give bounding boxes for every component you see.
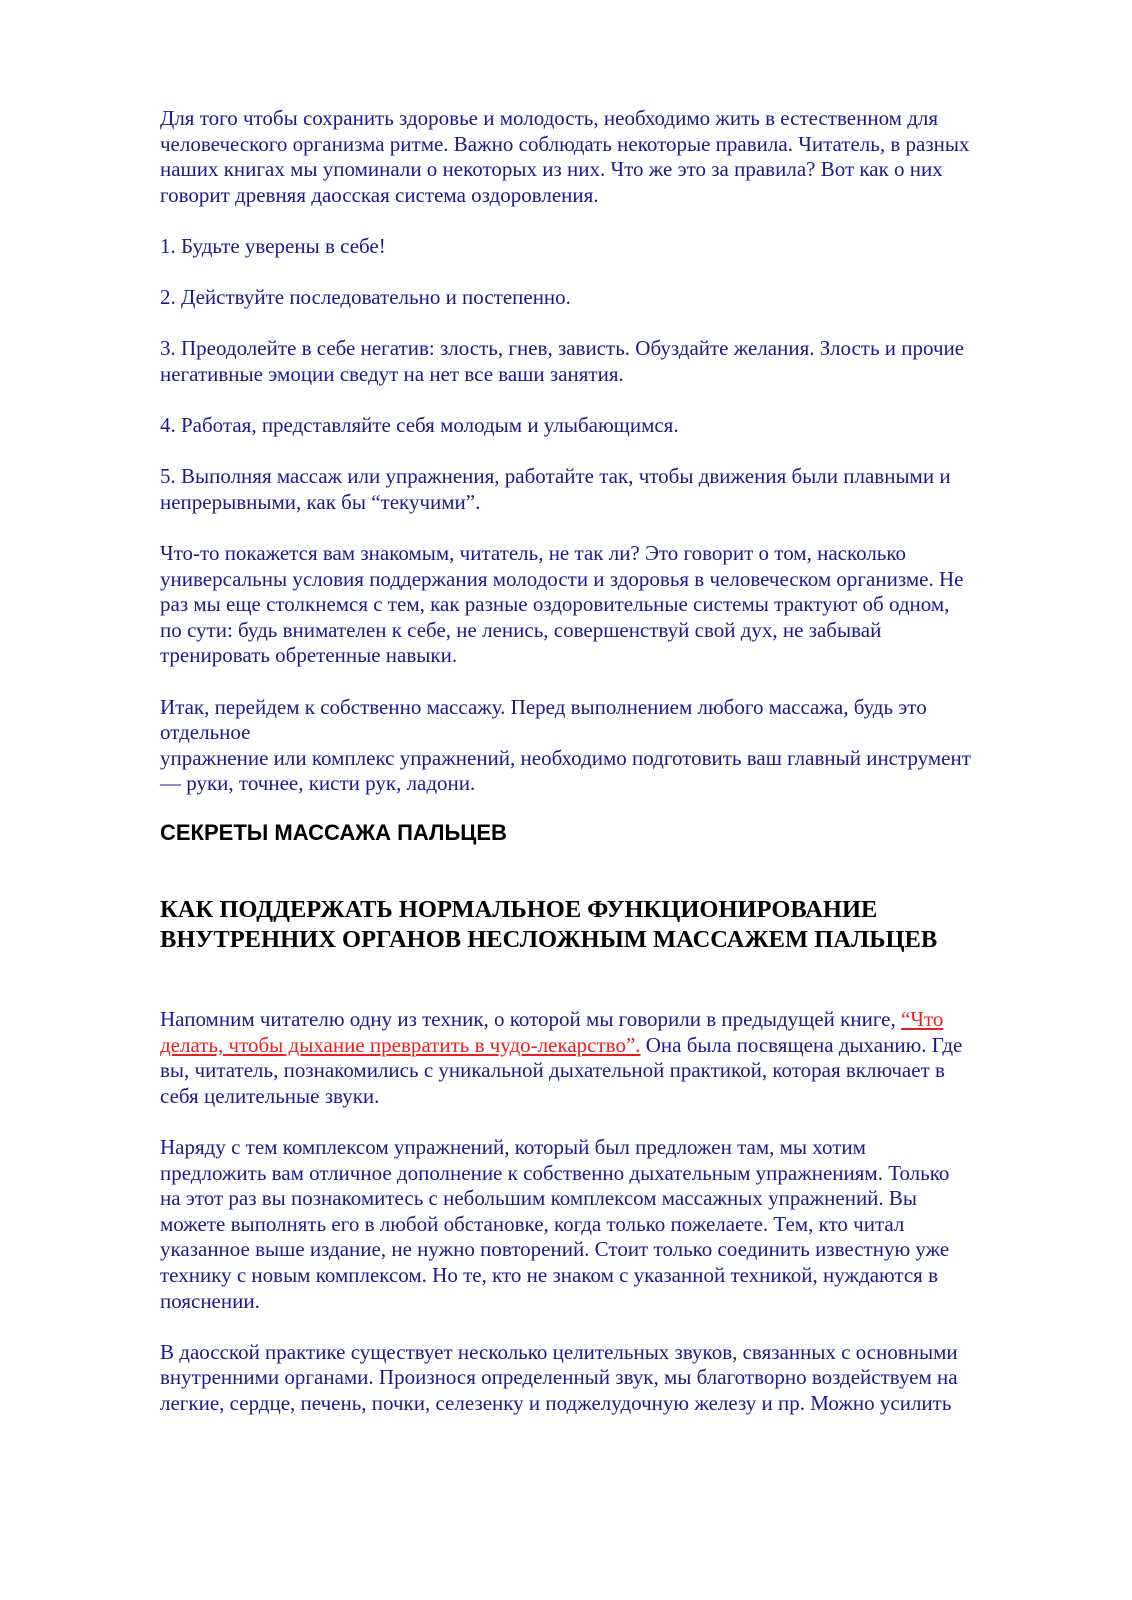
- text-line: 5. Выполняя массаж или упражнения, работайте так, чтобы движения были плавными и: [160, 464, 951, 489]
- text-line: наших книгах мы упоминали о некоторых из них. Что же это за правила? Вот как о них: [160, 157, 943, 182]
- text-line: 2. Действуйте последовательно и постепенно.: [160, 285, 571, 310]
- text-line: отдельное: [160, 720, 251, 745]
- rule-1: [160, 234, 1040, 260]
- text-line: В даосской практике существует несколько целительных звуков, связанных с основными: [160, 1339, 958, 1364]
- heading-line: ВНУТРЕННИХ ОРГАНОВ НЕСЛОЖНЫМ МАССАЖЕМ ПАЛЬЦЕВ: [160, 926, 938, 954]
- rule-5: [160, 464, 1040, 515]
- text-line: внутренними органами. Произнося определенный звук, мы благотворно воздействуем на: [160, 1365, 958, 1390]
- text-line: — руки, точнее, кисти рук, ладони.: [160, 771, 476, 796]
- reminder-paragraph: [160, 1007, 1040, 1109]
- text-line: непрерывными, как бы “текучими”.: [160, 489, 481, 514]
- text-line: тренировать обретенные навыки.: [160, 643, 458, 668]
- document-page: [160, 106, 1040, 1442]
- text-line: пояснении.: [160, 1288, 260, 1313]
- text-line: указанное выше издание, не нужно повторений. Стоит только соединить известную уже: [160, 1237, 950, 1262]
- text-line: вы, читатель, познакомились с уникальной дыхательной практикой, которая включает в: [160, 1058, 945, 1083]
- text-segment: Напомним читателю одну из техник, о которой мы говорили в предыдущей книге,: [160, 1007, 901, 1032]
- text-line: предложить вам отличное дополнение к собственно дыхательным упражнениям. Только: [160, 1160, 950, 1185]
- intro-paragraph: [160, 106, 1040, 208]
- book-link[interactable]: “Что: [901, 1007, 944, 1032]
- sounds-paragraph: [160, 1340, 1040, 1417]
- text-line: раз мы еще столкнемся с тем, как разные оздоровительные системы трактуют об одном,: [160, 592, 950, 617]
- text-line: 1. Будьте уверены в себе!: [160, 233, 386, 258]
- text-line: технику с новым комплексом. Но те, кто не знаком с указанной техникой, нуждаются в: [160, 1262, 939, 1287]
- text-line: говорит древняя даосская система оздоровления.: [160, 182, 599, 207]
- text-line: универсальны условия поддержания молодости и здоровья в человеческом организме. Не: [160, 566, 964, 591]
- text-line: 3. Преодолейте в себе негатив: злость, гнев, зависть. Обуздайте желания. Злость и прочие: [160, 336, 965, 361]
- text-segment: Она была посвящена дыханию. Где: [640, 1032, 963, 1057]
- chapter-heading: [160, 895, 1040, 955]
- text-line: на этот раз вы познакомитесь с небольшим комплексом массажных упражнений. Вы: [160, 1186, 918, 1211]
- text-line: Итак, перейдем к собственно массажу. Перед выполнением любого массажа, будь это: [160, 694, 927, 719]
- text-line: человеческого организма ритме. Важно соблюдать некоторые правила. Читатель, в разных: [160, 131, 970, 156]
- rule-2: [160, 285, 1040, 311]
- commentary-paragraph: [160, 541, 1040, 669]
- section-heading: СЕКРЕТЫ МАССАЖА ПАЛЬЦЕВ: [160, 820, 507, 846]
- text-line: [160, 1007, 1040, 1033]
- text-line: можете выполнять его в любой обстановке, когда только пожелаете. Тем, кто читал: [160, 1211, 905, 1236]
- heading-line: КАК ПОДДЕРЖАТЬ НОРМАЛЬНОЕ ФУНКЦИОНИРОВАНИЕ: [160, 896, 878, 924]
- text-line: легкие, сердце, печень, почки, селезенку и поджелудочную железу и пр. Можно усилить: [160, 1390, 952, 1415]
- rule-3: [160, 336, 1040, 387]
- text-line: [160, 1033, 1040, 1059]
- text-line: Что-то покажется вам знакомым, читатель, не так ли? Это говорит о том, насколько: [160, 541, 907, 566]
- transition-paragraph: [160, 695, 1040, 797]
- text-line: упражнение или комплекс упражнений, необходимо подготовить ваш главный инструмент: [160, 745, 971, 770]
- text-line: негативные эмоции сведут на нет все ваши занятия.: [160, 361, 624, 386]
- text-line: Для того чтобы сохранить здоровье и молодость, необходимо жить в естественном для: [160, 106, 939, 130]
- rule-4: [160, 413, 1040, 439]
- book-link[interactable]: делать, чтобы дыхание превратить в чудо-лекарство”.: [160, 1032, 641, 1057]
- complex-paragraph: [160, 1135, 1040, 1314]
- text-line: себя целительные звуки.: [160, 1083, 380, 1108]
- text-line: по сути: будь внимателен к себе, не ленись, совершенствуй свой дух, не забывай: [160, 617, 882, 642]
- text-line: Наряду с тем комплексом упражнений, который был предложен там, мы хотим: [160, 1135, 866, 1159]
- text-line: 4. Работая, представляйте себя молодым и улыбающимся.: [160, 413, 679, 438]
